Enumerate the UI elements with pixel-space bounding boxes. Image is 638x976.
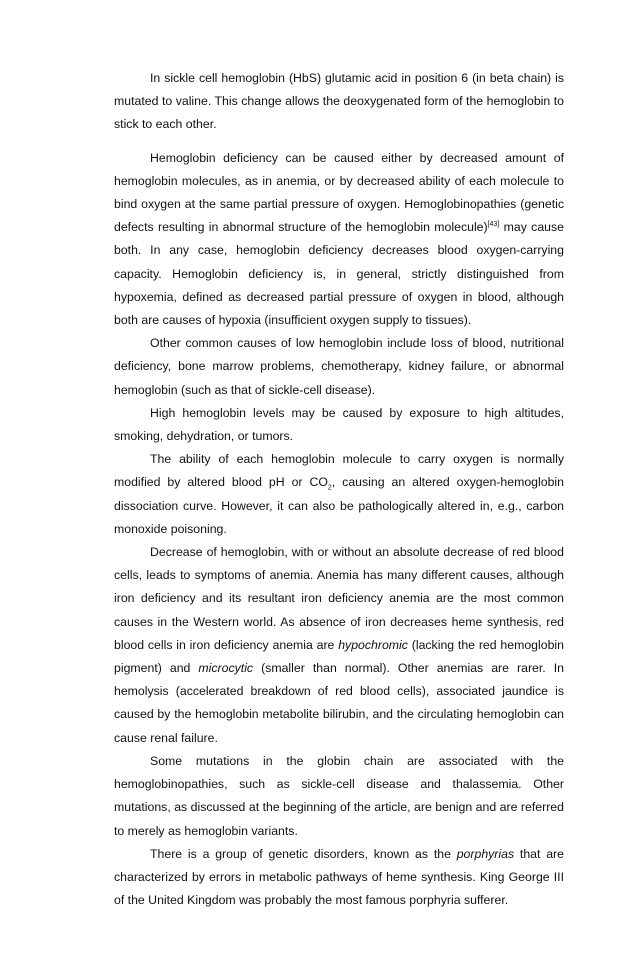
- paragraph-mutations: Some mutations in the globin chain are associated with the hemoglobinopathies, such as sickle-cell disease and thalassemia. Other mutations, as discussed at the beginning of the article, are benign and are referred to merely as hemoglobin variants.: [114, 753, 564, 838]
- paragraph-text: Decrease of hemoglobin, with or without an absolute decrease of red blood cells, leads to symptoms of anemia. Anemia has many different causes, although iron deficiency and its resultant iron deficiency anemia are the most common causes in the Western world. As absence of iron decreases heme synthesis, red blood cells in iron deficiency anemia are: [114, 545, 564, 652]
- paragraph-high-hemoglobin: High hemoglobin levels may be caused by exposure to high altitudes, smoking, dehydration, or tumors.: [114, 405, 564, 444]
- italic-term: porphyrias: [456, 846, 515, 861]
- paragraph-text: The ability of each hemoglobin molecule to carry oxygen is normally modified by altered blood pH or CO: [114, 452, 564, 490]
- paragraph-anemia: [114, 541, 564, 750]
- italic-term: hypochromic: [338, 637, 408, 652]
- subscript: 2: [327, 484, 332, 492]
- paragraph-text: There is a group of genetic disorders, known as the: [150, 846, 457, 861]
- paragraph-text: , causing an altered oxygen-hemoglobin dissociation curve. However, it can also be pathologically altered in, e.g., carbon monoxide poisoning.: [114, 475, 564, 536]
- citation-reference: [43]: [487, 221, 500, 229]
- paragraph-sickle-cell: In sickle cell hemoglobin (HbS) glutamic acid in position 6 (in beta chain) is mutated to valine. This change allows the deoxygenated form of the hemoglobin to stick to each other.: [114, 71, 564, 132]
- paragraph-text: that are characterized by errors in metabolic pathways of heme synthesis. King George III of the United Kingdom was probably the most famous porphyria sufferer.: [114, 846, 564, 908]
- paragraph-text: may cause both. In any case, hemoglobin deficiency decreases blood oxygen-carrying capacity. Hemoglobin deficiency is, in general, strictly distinguished from hypoxemia, defined as decreased partial pressure of oxygen in blood, although both are causes of hypoxia (insufficient oxygen supply to tissues).: [114, 220, 564, 328]
- paragraph-porphyrias: [114, 843, 564, 913]
- document-page: [114, 67, 564, 912]
- paragraph-low-hemoglobin-causes: Other common causes of low hemoglobin include loss of blood, nutritional deficiency, bone marrow problems, chemotherapy, kidney failure, or abnormal hemoglobin (such as that of sickle-cell disease).: [114, 336, 564, 397]
- italic-term: microcytic: [198, 661, 254, 676]
- paragraph-text: Hemoglobin deficiency can be caused either by decreased amount of hemoglobin molecules, as in anemia, or by decreased ability of each molecule to bind oxygen at the same partial pressure of oxygen. Hemoglobinopathies (genetic defects resulting in abnormal structure of the hemoglobin molecule): [114, 150, 564, 235]
- paragraph-text: (smaller than normal). Other anemias are rarer. In hemolysis (accelerated breakdown of red blood cells), associated jaundice is caused by the hemoglobin metabolite bilirubin, and the circulating hemoglobin can cause renal failure.: [114, 661, 564, 745]
- paragraph-text: (lacking the red hemoglobin pigment) and: [114, 637, 564, 676]
- paragraph-oxygen-capacity: [114, 448, 564, 541]
- paragraph-hemoglobin-deficiency: [114, 147, 564, 333]
